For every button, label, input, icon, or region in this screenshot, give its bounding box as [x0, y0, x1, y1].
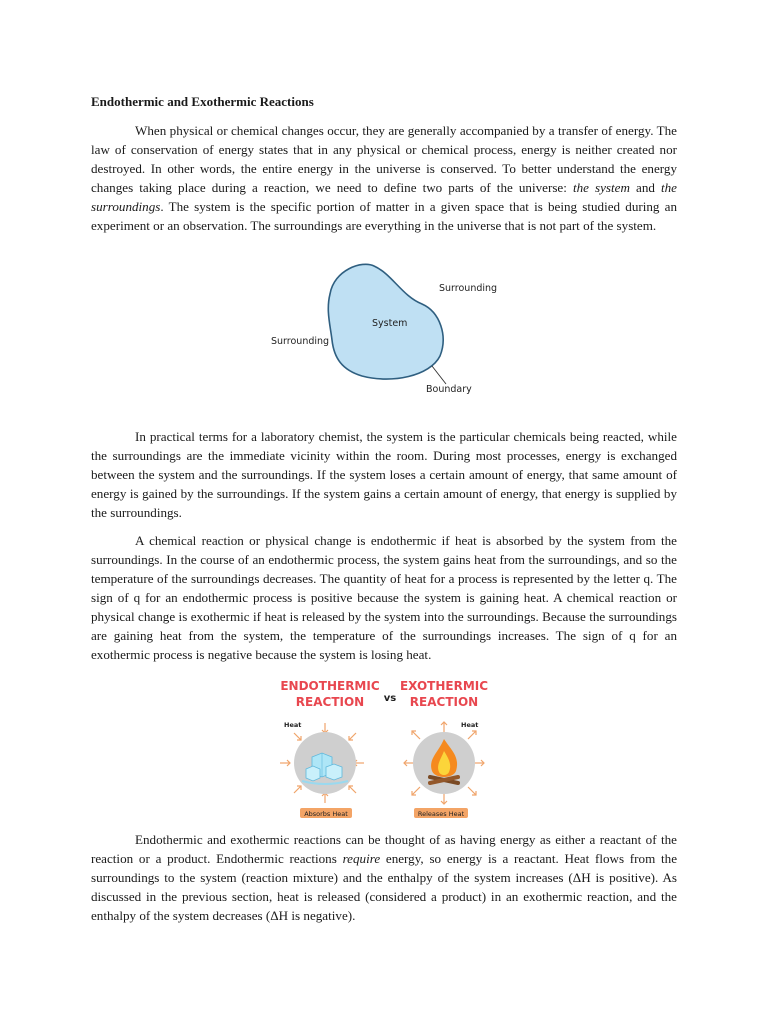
versus-label: vs [383, 693, 397, 704]
paragraph-laboratory: In practical terms for a laboratory chemist, the system is the particular chemicals being reacted, while the surroundings are the immediate vicinity within the room. During most processes, energy is exchanged between the system and the surroundings. If the system loses a certain amount of energy, that same amount of energy is gained by the surroundings. If the system gains a certain amount of energy, that energy is supplied by the surroundings. [91, 429, 677, 520]
emphasis-the-system: the system [572, 180, 630, 195]
system-label: System [372, 318, 408, 329]
paragraph-enthalpy [91, 830, 677, 925]
exothermic-title-line1: EXOTHERMIC [399, 679, 489, 693]
heat-label-right: Heat [461, 721, 479, 729]
surrounding-label-top: Surrounding [439, 283, 498, 294]
paragraph-intro-text-b: and [629, 180, 661, 195]
surrounding-label-left: Surrounding [271, 336, 330, 347]
boundary-pointer-line [432, 366, 446, 384]
document-title: Endothermic and Exothermic Reactions [91, 94, 314, 109]
boundary-label: Boundary [426, 384, 472, 395]
releases-heat-label: Releases Heat [417, 810, 465, 818]
endothermic-title-line1: ENDOTHERMIC [280, 679, 380, 693]
exothermic-title-line2: REACTION [409, 695, 479, 709]
paragraph-enthalpy-text-b: energy, so energy is a reactant. Heat flows from the surroundings to the system (reaction mixture) and the enthalpy of the system increases (ΔH is positive). As discussed in the previous section, heat is released (considered a product) in an exothermic reaction, and the enthalpy of the system decreases (ΔH is negative). [91, 851, 678, 923]
emphasis-require: require [342, 851, 381, 866]
emphasis-the-surroundings: the surroundings [91, 180, 677, 214]
system-surroundings-diagram [262, 258, 512, 400]
paragraph-intro-text-a: When physical or chemical changes occur, they are generally accompanied by a transfer of energy. The law of conservation of energy states that in any physical or chemical process, energy is neither created nor destroyed. In other words, the entire energy in the universe is conserved. To better understand the energy changes taking place during a reaction, we need to define two parts of the universe: [91, 123, 677, 195]
endothermic-vs-exothermic-figure [276, 673, 492, 823]
paragraph-endothermic-exothermic: A chemical reaction or physical change is endothermic if heat is absorbed by the system from the surroundings. In the course of an endothermic process, the system gains heat from the surroundings, and so the temperature of the surroundings decreases. The quantity of heat for a process is represented by the letter q. The sign of q for an endothermic process is positive because the system is gaining heat. A chemical reaction or physical change is exothermic if heat is released by the system into the surroundings. Because the surroundings are gaining heat from the system, the temperature of the surroundings increases. The sign of q for an exothermic process is negative because the system is losing heat. [91, 533, 677, 662]
paragraph-enthalpy-text-a: Endothermic and exothermic reactions can be thought of as having energy as either a reactant of the reaction or a product. Endothermic reactions [91, 832, 677, 866]
paragraph-intro-text-c: . The system is the specific portion of matter in a given space that is being studied during an experiment or an observation. The surroundings are everything in the universe that is not part of the system. [91, 199, 677, 233]
heat-label-left: Heat [284, 721, 302, 729]
paragraph-intro [91, 121, 677, 235]
endothermic-title-line2: REACTION [295, 695, 365, 709]
absorbs-heat-label: Absorbs Heat [304, 810, 348, 818]
